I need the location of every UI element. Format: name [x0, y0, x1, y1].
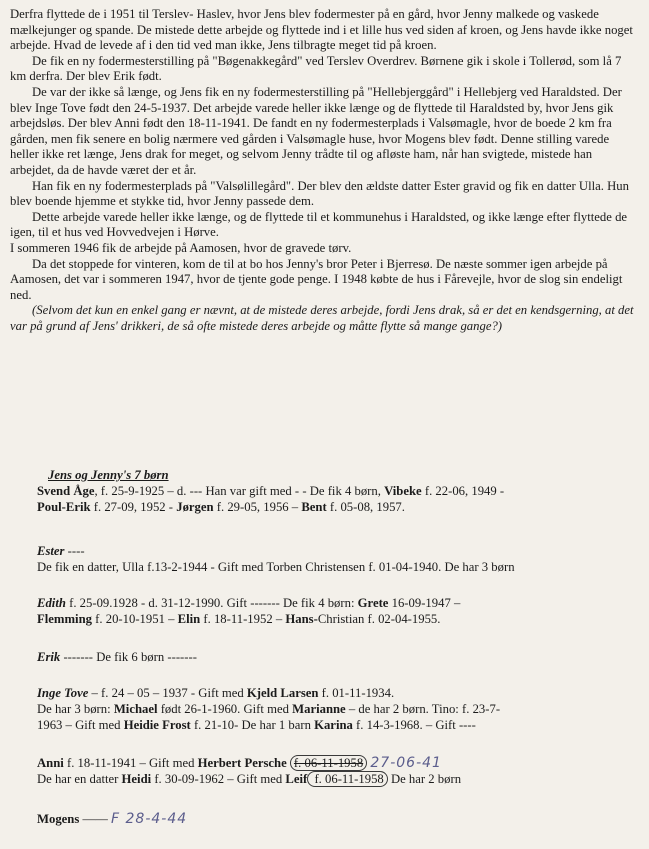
- paragraph-7: Da det stoppede for vinteren, kom de til at bo hos Jenny's bror Peter i Bjerresø. De næste sommer igen arbejde på Aamosen, det var i sommeren 1947, hvor de tjente gode penge. I 1948 købte de hus i Fårevejle, hvor de slog sin endeligt ned.: [10, 256, 623, 302]
- paragraph-3: De var der ikke så længe, og Jens fik en ny fodermesterstilling på "Hellebjerggård" i Hellebjerg ved Haraldsted. Der blev Inge Tove født den 24-5-1937. Det arbejde varede heller ikke længe og de flyttede til Haraldsted by, hvor Jens gik arbejdsløs. Der blev Anni født den 18-11-1941. De fandt en ny fodermesterplads i Valsømagle, hvor de boede 2 km fra gården, men fik senere en bolig nærmere ved gården i Valsømagle huse, hvor Mogens blev født. Denne stilling varede heller ikke ret længe, Jens drak for meget, og selvom Jenny trådte til og afløste ham, når han svigtede, mistede han arbejdet, da de havde været der et år.: [10, 84, 622, 177]
- entry-line: 1963 – Gift med Heidie Frost f. 21-10- De har 1 barn Karina f. 14-3-1968. – Gift ----: [37, 717, 476, 732]
- child-entry-inge-tove: [37, 686, 642, 733]
- entry-line: Poul-Erik f. 27-09, 1952 - Jørgen f. 29-05, 1956 – Bent f. 05-08, 1957.: [37, 499, 405, 514]
- child-name: Edith: [37, 596, 66, 610]
- child-entry-edith: [37, 596, 642, 628]
- entry-line: Svend Åge, f. 25-9-1925 – d. --- Han var gift med - - De fik 4 børn, Vibeke f. 22-06, 1949 -: [37, 484, 505, 498]
- entry-line: Flemming f. 20-10-1951 – Elin f. 18-11-1952 – Hans-Christian f. 02-04-1955.: [37, 611, 441, 626]
- children-heading: Jens og Jenny's 7 børn: [48, 468, 169, 482]
- struck-date: f. 06-11-1958: [290, 755, 367, 771]
- paragraph-2: De fik en ny fodermesterstilling på "Bøgenakkegård" ved Terslev Overdrev. Børnene gik i skole i Tollerød, som lå 7 km derfra. Der blev Erik født.: [10, 53, 622, 84]
- entry-line: Mogens —— F 28-4-44: [37, 811, 188, 827]
- child-entry-mogens: [37, 812, 642, 828]
- paragraph-4: Han fik en ny fodermesterplads på "Valsølillegård". Der blev den ældste datter Ester gravid og fik en datter Ulla. Hun blev boende hjemme et stykke tid, hvor Jenny passede dem.: [10, 178, 629, 209]
- handwritten-birthdate-annotation: F 28-4-44: [111, 811, 188, 827]
- child-name: Anni: [37, 756, 64, 770]
- paragraph-6: I sommeren 1946 fik de arbejde på Aamosen, hvor de gravede tørv.: [10, 240, 352, 255]
- entry-line: Inge Tove – f. 24 – 05 – 1937 - Gift med Kjeld Larsen f. 01-11-1934.: [37, 686, 395, 700]
- handwritten-date-annotation: 27-06-41: [370, 755, 442, 771]
- paragraph-5: Dette arbejde varede heller ikke længe, og de flyttede til et kommunehus i Haraldsted, og ikke længe efter flyttede de igen, til et hus ved Hovvedvejen i Hørve.: [10, 209, 628, 240]
- paragraph-1: Derfra flyttede de i 1951 til Terslev- Haslev, hvor Jens blev fodermester på en gård, hvor Jenny malkede og vaskede mælkejunger og spande. De mistede dette arbejde og flyttede ind i et lille hus ved siden af kroen, og Jens havde ikke noget arbejde. Hvad de levede af i den tid ved man ikke, Jens tilbragte meget tid på kroen.: [10, 7, 633, 53]
- narrative-text: [10, 7, 636, 334]
- entry-line: Edith f. 25-09.1928 - d. 31-12-1990. Gift ------- De fik 4 børn: Grete 16-09-1947 –: [37, 596, 461, 610]
- child-entry-erik: [37, 650, 642, 666]
- child-entry-anni: [37, 756, 642, 788]
- circled-date: f. 06-11-1958: [307, 771, 387, 787]
- entry-line: De har 3 børn: Michael født 26-1-1960. Gift med Marianne – de har 2 børn. Tino: f. 23-7-: [37, 701, 501, 716]
- entry-line: Anni f. 18-11-1941 – Gift med Herbert Persche f. 06-11-1958 27-06-41: [37, 755, 442, 771]
- child-name: Erik: [37, 650, 61, 664]
- paragraph-8-italic-note: (Selvom det kun en enkel gang er nævnt, at de mistede deres arbejde, fordi Jens drak, så er det en kendsgerning, at det var på grund af Jens' drikkeri, de så ofte mistede deres arbejde og måtte flytte så mange gange?): [10, 303, 634, 333]
- child-name: Mogens: [37, 812, 80, 826]
- child-name: Ester: [37, 544, 65, 558]
- child-name: Svend Åge: [37, 484, 95, 498]
- child-entry-svend: [37, 484, 642, 516]
- children-heading-block: [48, 468, 649, 484]
- entry-line: De fik en datter, Ulla f.13-2-1944 - Gift med Torben Christensen f. 01-04-1940. De har 3 børn: [37, 559, 515, 574]
- entry-line: De har en datter Heidi f. 30-09-1962 – Gift med Leif f. 06-11-1958 De har 2 børn: [37, 771, 462, 786]
- entry-line: Erik ------- De fik 6 børn -------: [37, 650, 197, 664]
- child-name: Inge Tove: [37, 686, 89, 700]
- entry-line: Ester ----: [37, 544, 85, 558]
- child-entry-ester: [37, 544, 642, 576]
